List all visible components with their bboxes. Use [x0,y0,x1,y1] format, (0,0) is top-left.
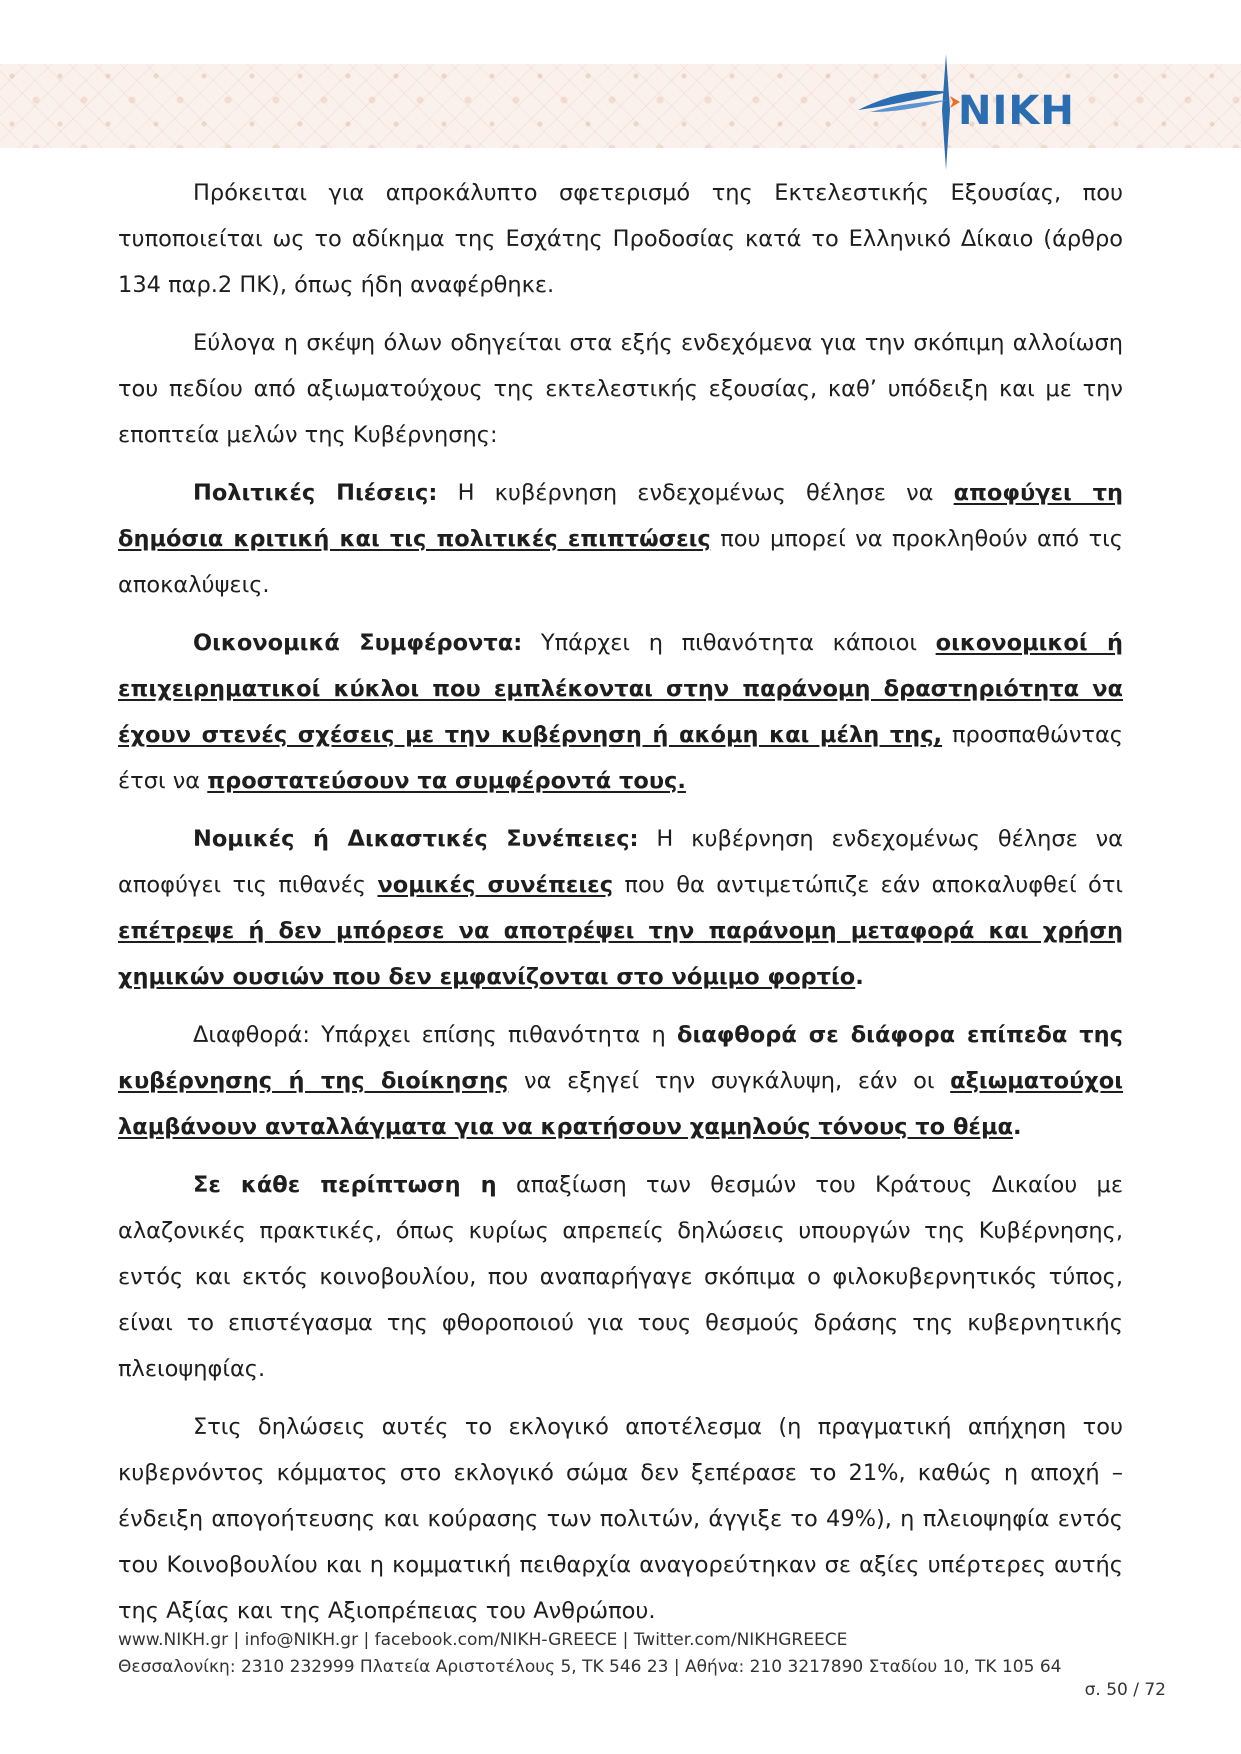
paragraph [118,1012,1123,1150]
text-run: που μπορεί να προκληθούν από τις αποκαλύψεις. [118,526,1123,598]
text-run: Διαφθορά: Υπάρχει επίσης πιθανότητα η [193,1022,678,1048]
page-number: σ. 50 / 72 [1084,1680,1166,1700]
paragraph [118,1162,1123,1392]
emphasized-text: Νομικές ή Δικαστικές Συνέπειες: [193,826,639,852]
text-run: Η κυβέρνηση ενδεχομένως θέλησε να [437,480,954,506]
footer-addresses: Θεσσαλονίκη: 2310 232999 Πλατεία Αριστοτέλους 5, ΤΚ 546 23 | Αθήνα: 210 3217890 Σταδίου 10, ΤΚ 105 64 [118,1657,1062,1677]
text-run: Εύλογα η σκέψη όλων οδηγείται στα εξής ενδεχόμενα για την σκόπιμη αλλοίωση του πεδίου από αξιωματούχους της εκτελεστικής εξουσίας, καθ’ υπόδειξη και με την εποπτεία μελών της Κυβέρνησης: [118,330,1123,448]
paragraph [118,816,1123,1000]
logo-wordmark: NIKH [958,88,1075,134]
paragraph [118,470,1123,608]
page-footer [118,1627,1168,1681]
text-run: Υπάρχει η πιθανότητα κάποιοι [522,630,936,656]
nikh-logo [850,52,1090,172]
text-run: να εξηγεί την συγκάλυψη, εάν οι [508,1068,951,1094]
paragraph [118,170,1123,308]
text-run: προσπαθώντας έτσι να [118,722,1123,794]
text-run: Πρόκειται για απροκάλυπτο σφετερισμό της Εκτελεστικής Εξουσίας, που τυποποιείται ως το αδίκημα της Εσχάτης Προδοσίας κατά το Ελληνικό Δίκαιο (άρθρο 134 παρ.2 ΠΚ), όπως ήδη αναφέρθηκε. [118,180,1123,298]
document-body [118,170,1123,1646]
text-run: Στις δηλώσεις αυτές το εκλογικό αποτέλεσμα (η πραγματική απήχηση του κυβερνόντος κόμματος στο εκλογικό σώμα δεν ξεπέρασε το 21%, καθώς η αποχή –ένδειξη απογοήτευσης και κούρασης των πολιτών, άγγιξε το 49%), η πλειοψηφία εντός του Κοινοβουλίου και η κομματική πειθαρχία αναγορεύτηκαν σε αξίες υπέρτερες αυτής της Αξίας και της Αξιοπρέπειας του Ανθρώπου. [118,1414,1123,1624]
emphasized-text: Οικονομικά Συμφέροντα: [193,630,523,656]
paragraph [118,620,1123,804]
emphasized-text: διαφθορά σε διάφορα επίπεδα της [677,1022,1123,1048]
emphasized-text: . [855,964,864,990]
emphasized-text: κυβέρνησης ή της διοίκησης [118,1068,509,1094]
emphasized-text: Σε κάθε περίπτωση η [193,1172,497,1198]
text-run: Η κυβέρνηση ενδεχομένως θέλησε να αποφύγει τις πιθανές [118,826,1123,898]
emphasized-text: . [1012,1114,1022,1140]
paragraph [118,320,1123,458]
emphasized-text: αξιωματούχοι λαμβάνουν ανταλλάγματα για να κρατήσουν χαμηλούς τόνους το θέμα [118,1068,1124,1140]
emphasized-text: οικονομικοί ή επιχειρηματικοί κύκλοι που εμπλέκονται στην παράνομη δραστηριότητα να έχουν στενές σχέσεις με την κυβέρνηση ή ακόμη και μέλη της, [118,630,1123,748]
footer-contact-links: www.NIKH.gr | info@NIKH.gr | facebook.com/NIKH-GREECE | Twitter.com/NIKHGREECE [118,1630,848,1650]
emphasized-text: προστατεύσουν τα συμφέροντά τους. [207,768,686,794]
emphasized-text: Πολιτικές Πιέσεις: [193,480,438,506]
paragraph [118,1404,1123,1634]
emphasized-text: νομικές συνέπειες [377,872,614,898]
text-run: απαξίωση των θεσμών του Κράτους Δικαίου με αλαζονικές πρακτικές, όπως κυρίως απρεπείς δηλώσεις υπουργών της Κυβέρνησης, εντός και εκτός κοινοβουλίου, που αναπαρήγαγε σκόπιμα ο φιλοκυβερνητικός τύπος, είναι το επιστέγασμα της φθοροποιού για τους θεσμούς δράσης της κυβερνητικής πλειοψηφίας. [118,1172,1123,1382]
emphasized-text: αποφύγει τη δημόσια κριτική και τις πολιτικές επιπτώσεις [118,480,1123,552]
text-run: που θα αντιμετώπιζε εάν αποκαλυφθεί ότι [613,872,1123,898]
emphasized-text: επέτρεψε ή δεν μπόρεσε να αποτρέψει την παράνομη μεταφορά και χρήση χημικών ουσιών που δεν εμφανίζονται στο νόμιμο φορτίο [118,918,1123,990]
